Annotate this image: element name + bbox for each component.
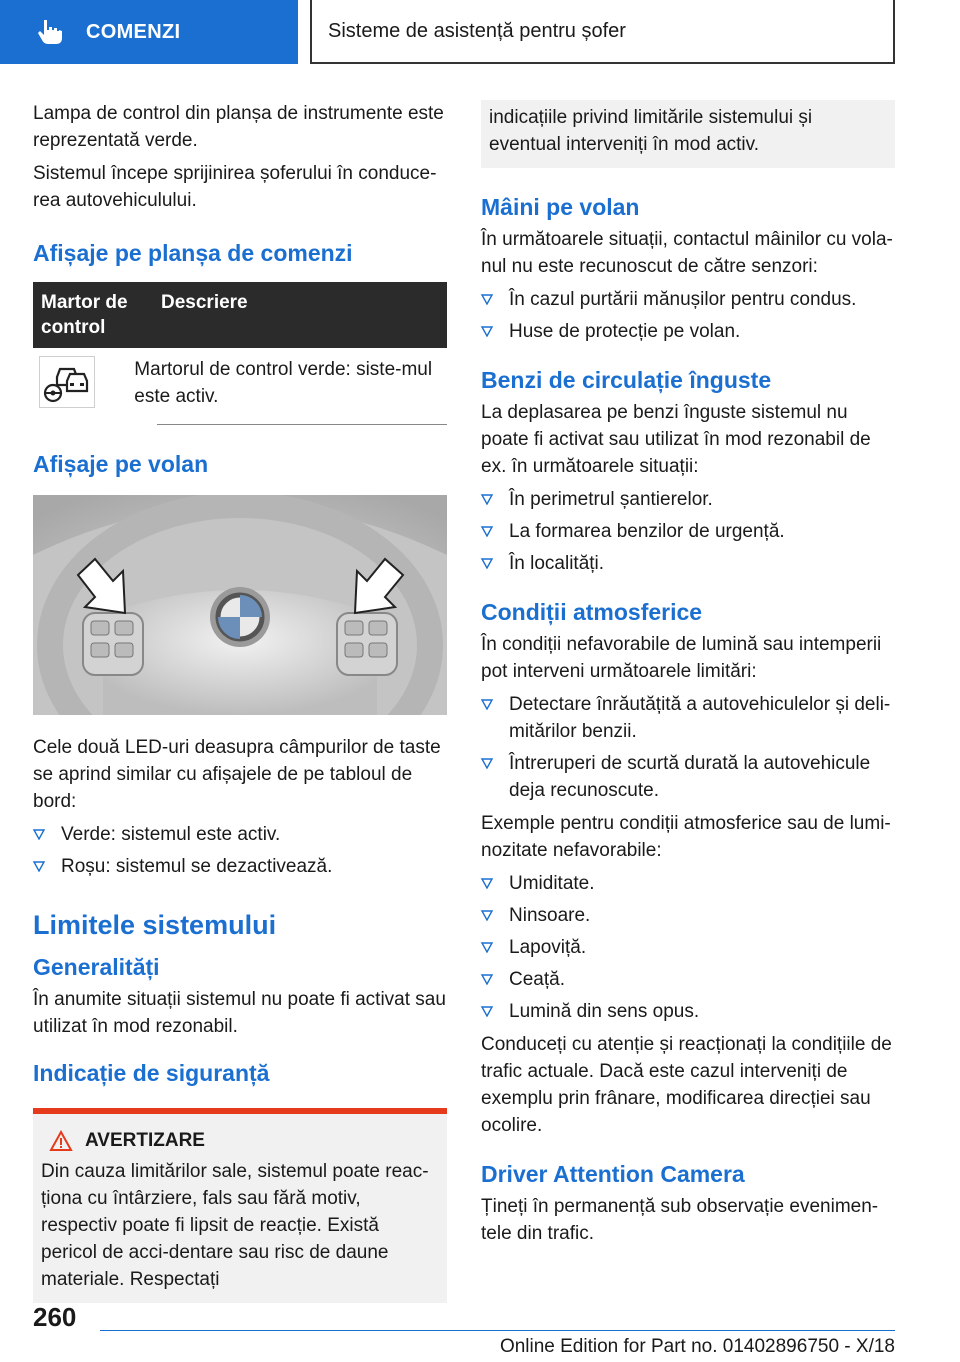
list-item: Lumină din sens opus. [481,998,895,1025]
heading-general: Generalități [33,954,160,980]
heading-system-limits: Limitele sistemului [33,910,277,940]
heading-narrow-lanes: Benzi de circulație înguste [481,367,772,393]
list-item: Detectare înrăutățită a autovehiculelor și deli-mitărilor benzii. [481,691,895,745]
list-item: În cazul purtării mănușilor pentru condus. [481,286,895,313]
heading-steering-wheel-displays: Afișaje pe volan [33,451,209,477]
list-item: Ninsoare. [481,902,895,929]
weather-paragraph: În condiții nefavorabile de lumină sau intemperii pot interveni următoarele limitări: [481,634,882,682]
led-state-list [33,821,447,880]
chapter-title: Sisteme de asistență pentru șofer [310,0,895,64]
narrow-paragraph: La deplasarea pe benzi înguste sistemul nu poate fi activat sau utilizat în mod rezonabil de ex. în următoarele situații: [481,402,871,477]
warning-triangle-icon [49,1130,73,1152]
bullet-triangle-icon [481,699,493,710]
list-item: Verde: sistemul este activ. [33,821,447,848]
led-description: Cele două LED-uri deasupra câmpurilor de taste se aprind similar cu afișajele de pe tabloul de bord: [33,737,441,812]
heading-safety-note: Indicație de siguranță [33,1060,270,1086]
list-item: Roșu: sistemul se dezactivează. [33,853,447,880]
warning-text: Din cauza limitărilor sale, sistemul poate reac-ționa cu întârziere, fals sau fără motiv, respectiv poate fi lipsit de reacție. Există pericol de acci-dentare sau risc de daune materiale. Respectați [41,1161,429,1290]
bullet-triangle-icon [481,974,493,985]
drive-carefully-paragraph: Conduceți cu atenție și reacționați la condițiile de trafic actuale. Dacă este cazul interveniți de exemplu prin frânare, modificarea direcției sau ocolire. [481,1034,892,1136]
examples-list [481,870,895,1025]
camera-paragraph: Țineți în permanență sub observație evenimen-tele din trafic. [481,1196,879,1244]
general-paragraph: În anumite situații sistemul nu poate fi activat sau utilizat în mod rezonabil. [33,989,446,1037]
bullet-triangle-icon [481,878,493,889]
list-item: Întreruperi de scurtă durată la autovehicule deja recunoscute. [481,750,895,804]
weather-list [481,691,895,804]
table-row-description: Martorul de control verde: siste-mul este activ. [134,359,433,407]
page-number: 260 [33,1302,77,1332]
list-item: În perimetrul șantierelor. [481,486,895,513]
examples-paragraph: Exemple pentru condiții atmosferice sau de lumi-nozitate nefavorabile: [481,813,891,861]
bullet-triangle-icon [481,910,493,921]
warning-box [33,1108,447,1303]
heading-weather-conditions: Condiții atmosferice [481,599,703,625]
hands-list [481,286,895,345]
bullet-triangle-icon [481,942,493,953]
bullet-triangle-icon [481,1006,493,1017]
indicator-table [33,282,447,425]
bullet-triangle-icon [481,558,493,569]
list-item: În localități. [481,550,895,577]
list-item: Umiditate. [481,870,895,897]
steering-wheel-photo [33,495,447,715]
list-item: Huse de protecție pe volan. [481,318,895,345]
warning-text-continued: indicațiile privind limitările sistemului și eventual interveniți în mod activ. [489,107,813,155]
bullet-triangle-icon [33,861,45,872]
warning-box-continued [481,100,895,168]
narrow-list [481,486,895,577]
section-tab-label: COMENZI [86,20,181,43]
bullet-triangle-icon [33,829,45,840]
left-column [33,100,447,1303]
heading-driver-attention-camera: Driver Attention Camera [481,1161,745,1187]
list-item: La formarea benzilor de urgență. [481,518,895,545]
section-tab[interactable] [0,0,298,64]
table-divider [157,424,447,425]
table-header-indicator: Martor de control [41,292,128,338]
warning-title: AVERTIZARE [85,1130,205,1151]
lane-assist-indicator-icon [39,356,95,408]
hands-paragraph: În următoarele situații, contactul mâinilor cu vola-nul nu este recunoscut de către senzori: [481,229,893,277]
intro-paragraph-2: Sistemul începe sprijinirea șoferului în conduce-rea autovehiculului. [33,163,437,211]
bullet-triangle-icon [481,494,493,505]
heading-dashboard-displays: Afișaje pe planșa de comenzi [33,240,353,266]
footer-edition: Online Edition for Part no. 01402896750 - X/18 [499,1336,895,1357]
list-item: Lapoviță. [481,934,895,961]
bullet-triangle-icon [481,526,493,537]
heading-hands-on-wheel: Mâini pe volan [481,194,640,220]
list-item: Ceață. [481,966,895,993]
footer-divider [100,1330,895,1331]
bullet-triangle-icon [481,326,493,337]
bullet-triangle-icon [481,294,493,305]
table-header [33,282,447,348]
bullet-triangle-icon [481,758,493,769]
hand-pointer-icon [36,18,64,46]
intro-paragraph-1: Lampa de control din planșa de instrumente este reprezentată verde. [33,103,444,151]
table-row [33,348,447,424]
table-header-description: Descriere [161,292,248,313]
right-column [481,100,895,1253]
